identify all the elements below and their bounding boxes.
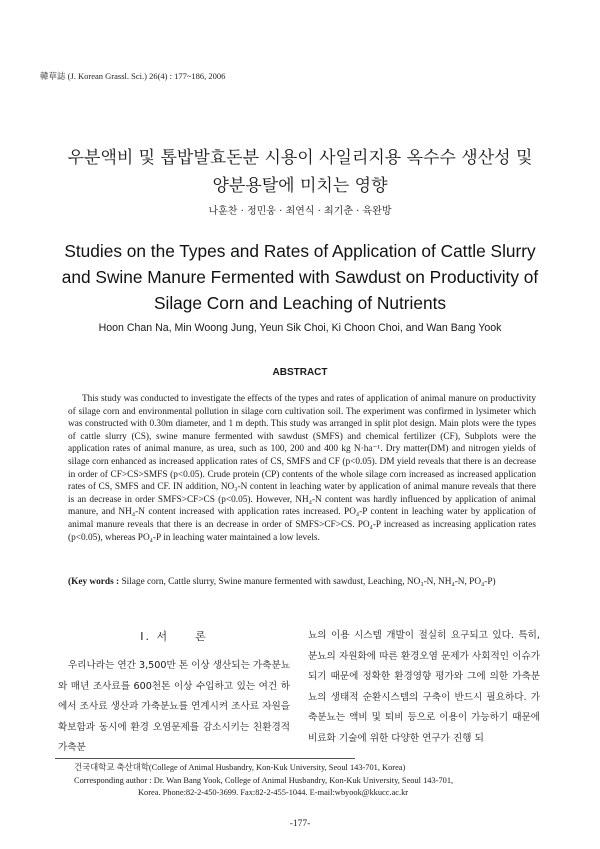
- english-title-line-2: and Swine Manure Fermented with Sawdust on Productivity of: [61, 267, 539, 287]
- korean-authors: 나훈찬 · 정민웅 · 최연식 · 최기춘 · 육완방: [208, 206, 392, 217]
- english-title-line-1: Studies on the Types and Rates of Application of Cattle Slurry: [64, 241, 536, 261]
- english-title-line-3: Silage Corn and Leaching of Nutrients: [153, 293, 447, 313]
- page-number: -177-: [289, 819, 311, 829]
- footnote-divider: [55, 758, 355, 759]
- footnote: [74, 762, 544, 800]
- keywords-label: (Key words :: [68, 577, 120, 587]
- footnote-contact: Korea. Phone:82-2-450-3699. Fax:82-2-455-1044. E-mail:wbyook@kkucc.ac.kr: [138, 788, 409, 797]
- korean-title-line-2: 양분용탈에 미치는 영향: [212, 176, 388, 196]
- abstract-heading: ABSTRACT: [272, 367, 328, 378]
- footnote-corresponding: Corresponding author : Dr. Wan Bang Yook, College of Animal Husbandry, Kon-Kuk University, Seoul 143-701,: [74, 775, 454, 785]
- korean-title-line-1: 우분액비 및 톱밥발효돈분 시용이 사일리지용 옥수수 생산성 및: [67, 148, 533, 168]
- intro-right-column: 뇨의 이용 시스템 개발이 절실히 요구되고 있다. 특히, 분뇨의 자원화에 따른 환경오염 문제가 사회적인 이슈가 되기 때문에 정확한 환경영향 평가와 그에 의한 가축분뇨의 생태적 순환시스템의 구축이 반드시 필요하다. 가축분뇨는 액비 및 퇴비 등으로 이용이 가능하기 때문에 비료화 기술에 위한 다양한 연구가 진행 되: [308, 630, 540, 744]
- intro-left-column: 우리나라는 연간 3,500만 톤 이상 생산되는 가축분뇨와 매년 조사료를 600천톤 이상 수입하고 있는 여건 하에서 조사료 생산과 가축분뇨를 연계시켜 조사료 자원을 확보함과 동시에 환경 오염문제를 감소시키는 친환경적 가축분: [58, 660, 290, 753]
- keywords: [68, 576, 536, 589]
- footnote-affiliation: 건국대학교 축산대학(College of Animal Husbandry, Kon-Kuk University, Seoul 143-701, Korea): [74, 763, 406, 772]
- abstract-body: This study was conducted to investigate the effects of the types and rates of application of animal manure on productivity of silage corn and environmental pollution in silage corn cultivation soil. The experiment was confirmed in lysimeter which was constructed with 0.30m diameter, and 1 m depth. This study was arranged in split plot design. Main plots were the types of cattle slurry (CS), swine manure fermented with sawdust (SMFS) and chemical fertilizer (CF), Subplots were the application rates of animal manure, as urea, such as 100, 200 and 400 kg N·ha⁻¹. Dry matter(DM) and nitrogen yields of silage corn enhanced as increased application rates of CS, SMFS and CF (p<0.05). DM yield reveals that there is an decrease in order of CF>CS>SMFS (p<0.05). Crude protein (CP) contents of the whole silage corn increased as increased application rates of CS, SMFS and CF. IN addition, NO₃-N content in leaching water by application of animal manure reveals that there is an decrease in order SMFS>CF>CS (p<0.05). However, NH₄-N content was hardly influenced by application of animal manure, and NH₄-N content increased with application rates increased. PO₄-P content in leaching water by application of animal manure reveals that there is an decrease in order of SMFS>CF>CS. PO₄-P increased as increasing application rates (p<0.05), whereas PO₄-P in leaching water maintained a low levels.: [68, 394, 536, 543]
- english-title: [0, 238, 600, 316]
- english-authors: Hoon Chan Na, Min Woong Jung, Yeun Sik Choi, Ki Choon Choi, and Wan Bang Yook: [98, 322, 502, 334]
- section-heading-introduction: I. 서 론: [140, 630, 208, 643]
- journal-citation: 韓草誌 (J. Korean Grassl. Sci.) 26(4) : 177~186, 2006: [40, 71, 226, 81]
- keywords-text: Silage corn, Cattle slurry, Swine manure fermented with sawdust, Leaching, NO₃-N, NH₄-N, PO₄-P): [121, 577, 496, 587]
